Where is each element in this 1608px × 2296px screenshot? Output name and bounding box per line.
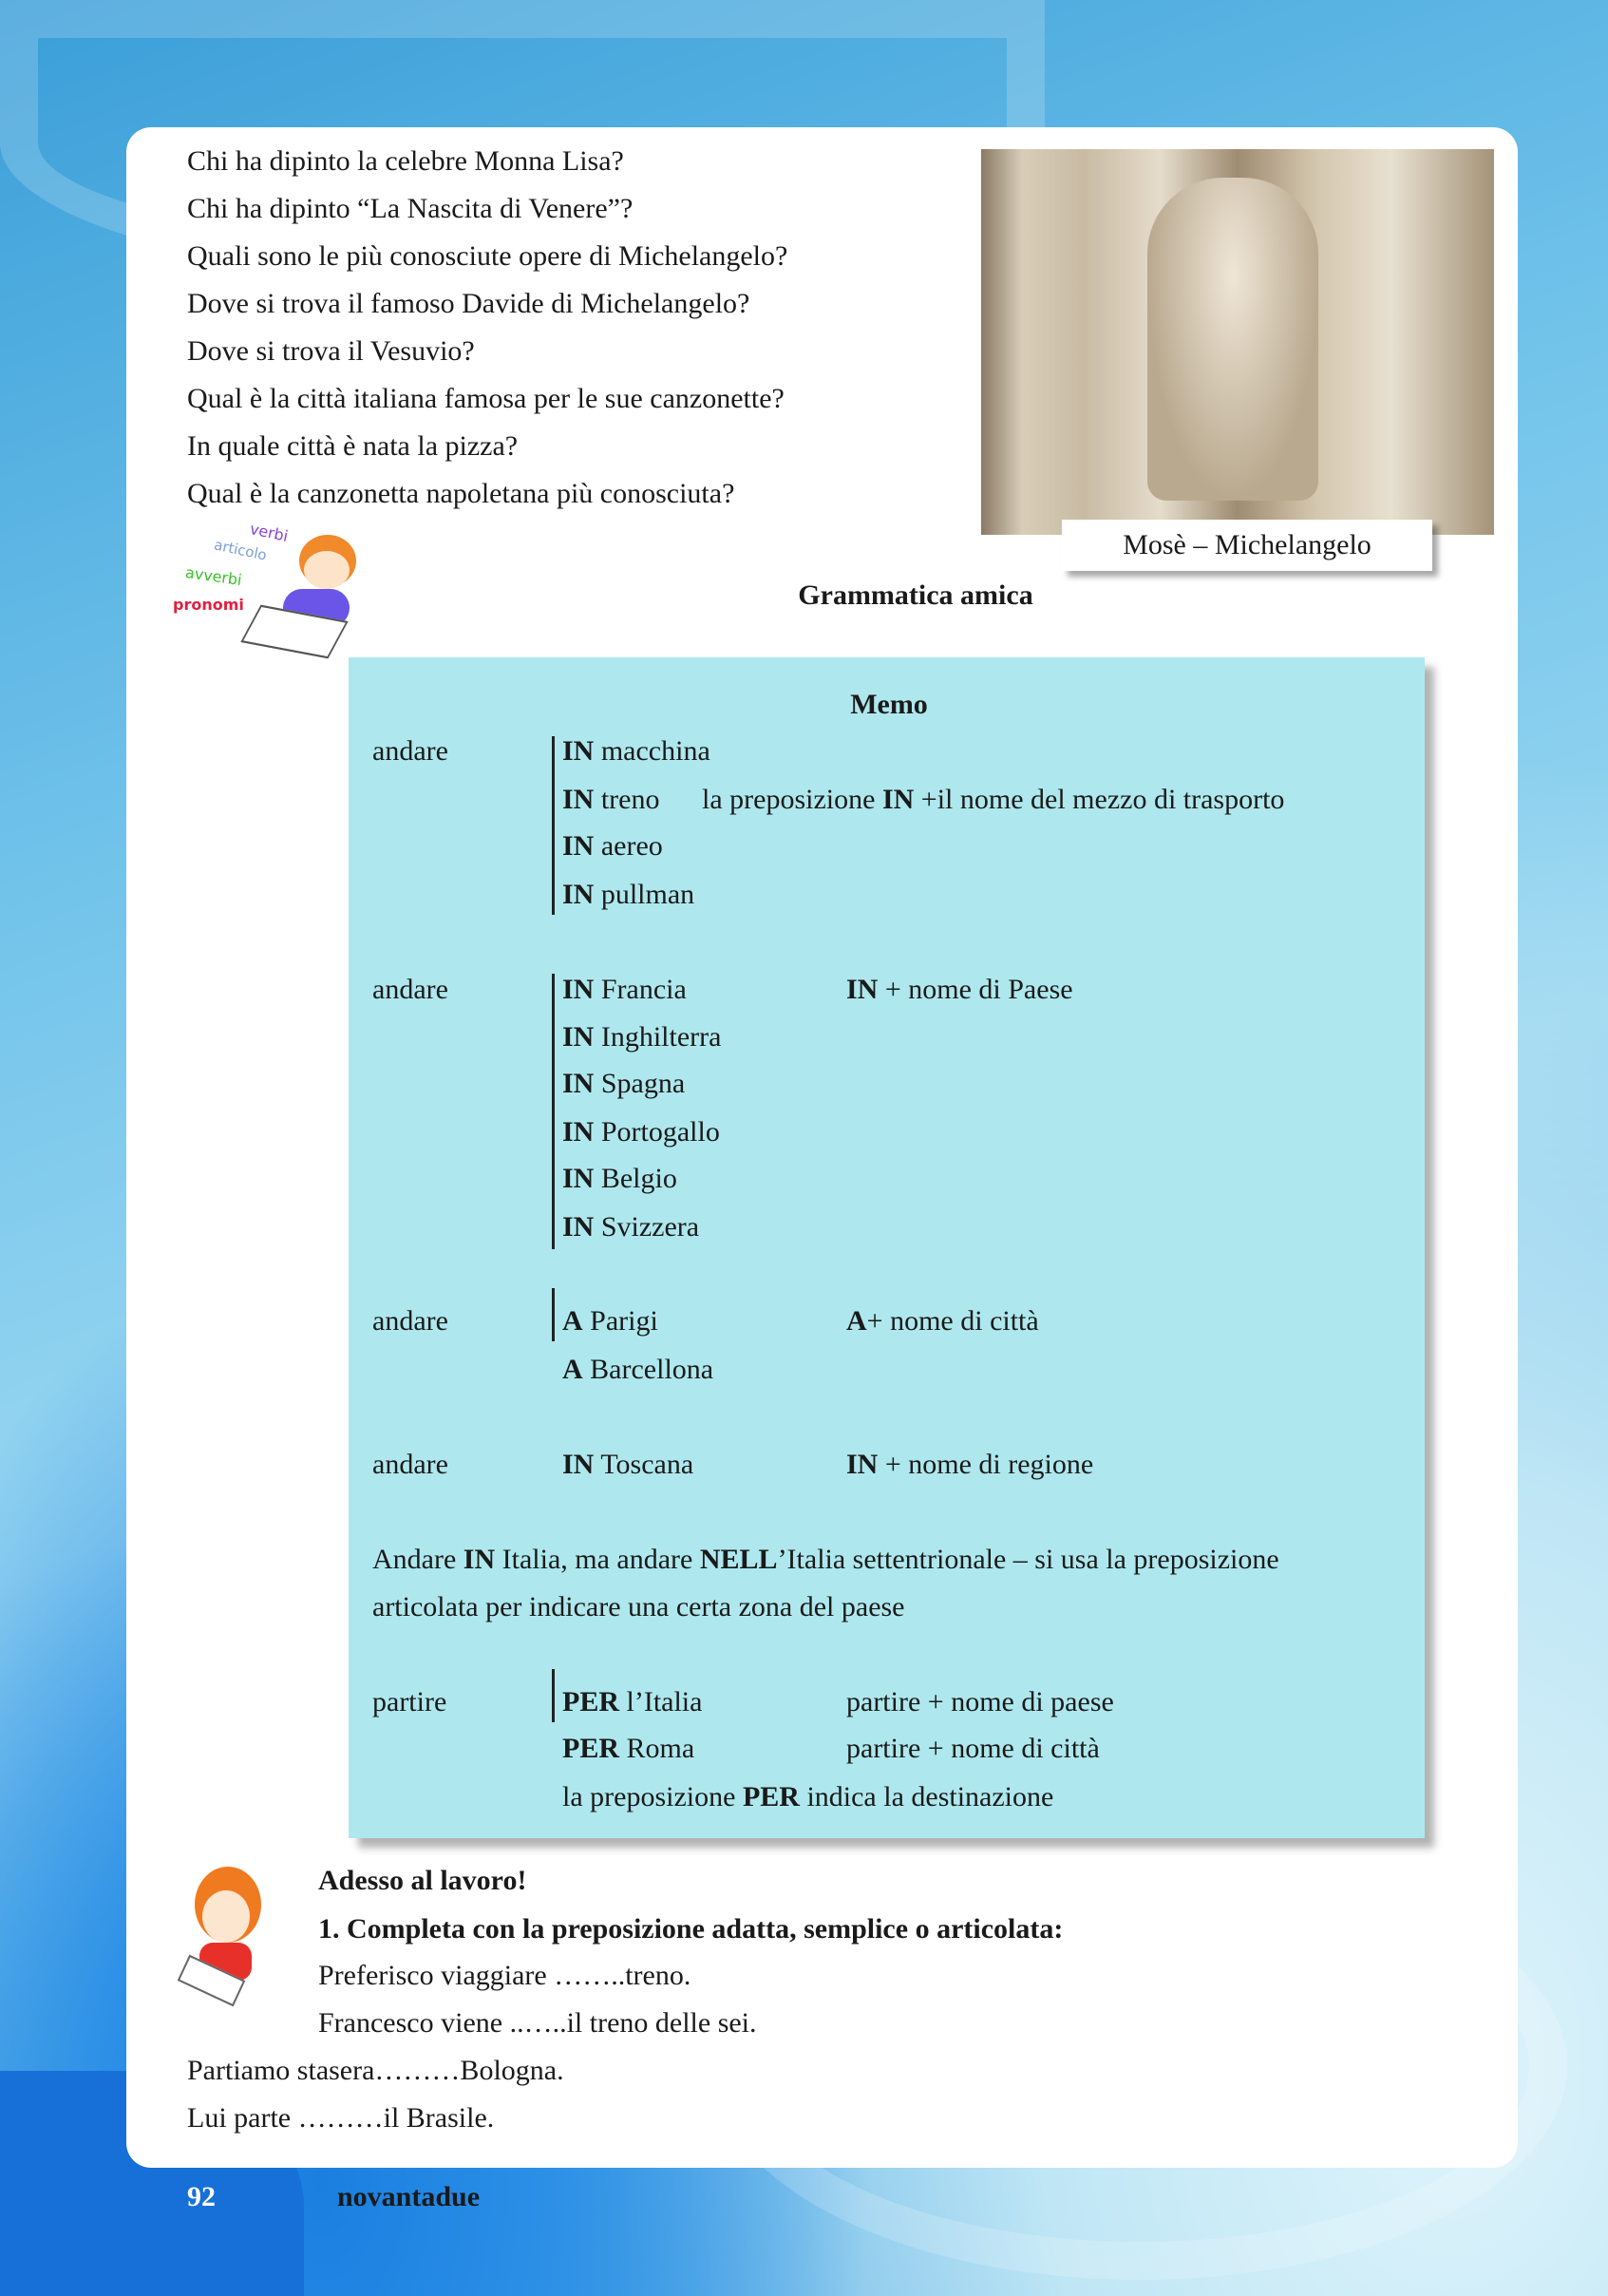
text-span: IN [562,830,595,862]
text-span: Svizzera [600,1211,700,1243]
text-span: IN [562,1116,595,1148]
text-span: Barcellona [590,1354,714,1385]
text-span: pullman [600,879,695,910]
memo-item [562,1735,694,1763]
page-number-word: novantadue [337,2181,481,2212]
memo-item [562,1688,702,1717]
memo-rule [846,976,1073,1004]
memo-item [562,737,710,766]
question: Dove si trova il famoso Davide di Michelangelo? [187,288,750,319]
section-title: Grammatica amica [798,579,1033,611]
word-articolo: articolo [212,536,269,564]
memo-item [562,1118,720,1147]
exercise-sentence: Partiamo stasera………Bologna. [187,2055,564,2086]
exercise-heading: Adesso al lavoro! [318,1865,527,1896]
question: Quali sono le più conosciute opere di Michelangelo? [187,240,788,272]
text-span: + nome di città [866,1305,1039,1337]
text-span: IN [562,1449,595,1480]
text-span: IN [562,974,595,1005]
exercise-instruction: 1. Completa con la preposizione adatta, semplice o articolata: [318,1913,1064,1945]
text-span: treno [600,784,660,815]
text-span: Andare [372,1544,463,1575]
memo-item [562,1307,658,1336]
text-span: IN [562,1021,595,1053]
memo-item [562,1451,693,1479]
verb: andare [372,735,448,767]
text-span: l’Italia [626,1686,703,1717]
memo-title: Memo [850,689,928,720]
text-span: Francia [600,974,687,1005]
memo-rule [702,786,1284,814]
text-span: A [562,1354,583,1385]
memo-note [372,1546,1279,1574]
text-span: Parigi [590,1305,658,1337]
exercise-sentence: Preferisco viaggiare ……..treno. [318,1960,691,1991]
word-avverbi: avverbi [183,562,243,590]
text-span: IN [562,1163,595,1194]
word-pronomi: pronomi [173,596,244,614]
text-span: IN [846,1449,879,1480]
text-span: indica la destinazione [799,1781,1054,1812]
text-span: NELL [699,1544,778,1575]
text-span: IN [562,784,595,815]
memo-note: articolata per indicare una certa zona del paese [372,1591,905,1622]
memo-item [562,832,663,861]
text-span: Spagna [600,1068,686,1099]
question: Dove si trova il Vesuvio? [187,335,475,367]
text-span: IN [562,1211,595,1243]
question: Chi ha dipinto “La Nascita di Venere”? [187,193,634,224]
memo-box [349,657,1425,1838]
question: Qual è la città italiana famosa per le sue canzonette? [187,383,785,414]
text-span: A [846,1305,867,1337]
memo-item [562,1356,713,1384]
text-span: IN [881,784,915,815]
text-span: Portogallo [600,1116,720,1148]
text-span: aereo [600,830,663,862]
text-span: A [562,1305,583,1337]
text-span: Roma [626,1733,695,1764]
memo-rule: partire + nome di città [846,1733,1100,1764]
verb: andare [372,974,448,1005]
text-span: IN [463,1544,496,1575]
girl-writing-illustration [171,518,361,655]
text-span: la preposizione [562,1781,743,1812]
memo-item [562,976,687,1004]
bracket-line [552,974,555,1249]
word-verbi: verbi [248,519,291,546]
text-span: IN [562,1068,595,1099]
text-span: la preposizione [702,784,882,815]
text-span: +il nome del mezzo di trasporto [914,784,1285,815]
photo-caption: Mosè – Michelangelo [1062,520,1432,571]
memo-rule: partire + nome di paese [846,1686,1114,1717]
question: In quale città è nata la pizza? [187,430,519,462]
verb: andare [372,1305,448,1337]
text-span: Belgio [600,1163,677,1194]
text-span: IN [562,735,595,767]
memo-rule [846,1307,1039,1336]
text-span: PER [562,1686,619,1717]
bracket-line [552,1669,555,1722]
memo-rule [562,1783,1053,1812]
text-span: Italia, ma andare [495,1544,700,1575]
memo-item [562,1165,677,1193]
text-span: IN [562,879,595,910]
memo-item [562,881,694,909]
text-span: Toscana [600,1449,694,1480]
question: Qual è la canzonetta napoletana più conosciuta? [187,478,735,509]
text-span: + nome di regione [878,1449,1094,1480]
text-span: Inghilterra [600,1021,722,1053]
memo-item [562,1023,721,1052]
moses-statue-photo [981,149,1494,535]
text-span: PER [562,1733,619,1764]
boy-writing-illustration [176,1867,280,2009]
page-number: 92 [187,2181,216,2212]
bracket-line [552,1288,555,1341]
memo-item [562,1070,685,1098]
text-span: macchina [600,735,710,767]
exercise-sentence: Lui parte ………il Brasile. [187,2102,495,2134]
text-span: + nome di Paese [878,974,1073,1005]
text-span: ’Italia settentrionale – si usa la preposizione [777,1544,1279,1575]
exercise-sentence: Francesco viene ..…..il treno delle sei. [318,2007,757,2039]
verb: andare [372,1449,448,1480]
question: Chi ha dipinto la celebre Monna Lisa? [187,145,624,177]
memo-item [562,786,659,814]
bracket-line [552,736,555,915]
memo-item [562,1213,699,1242]
text-span: IN [846,974,879,1005]
memo-rule [846,1451,1093,1479]
verb: partire [372,1686,447,1717]
text-span: PER [742,1781,800,1812]
